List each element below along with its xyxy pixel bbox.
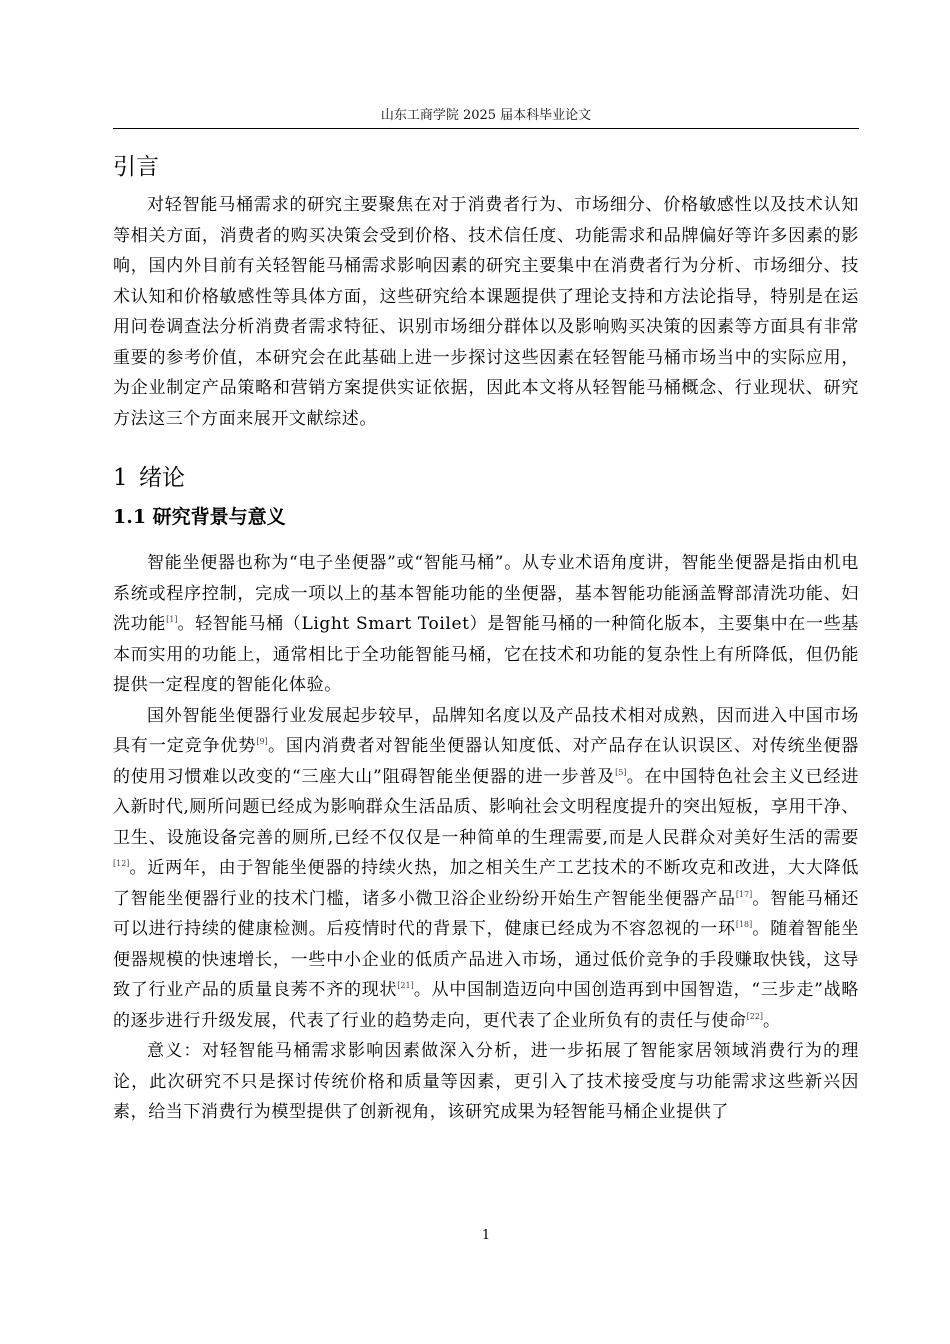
running-header: 山东工商学院 2025 届本科毕业论文 [380, 108, 592, 123]
text-span: 。随着智能坐便器规模的快速增长，一些中小企业的低质产品进入市场，通过低价竞争的手段赚取快钱，这导致了行业产品的质量良莠不齐的现状 [113, 919, 860, 1000]
text-span: 。近两年，由于智能坐便器的持续火热，加之相关生产工艺技术的不断攻克和改进，大大降低了智能坐便器行业的技术门槛，诸多小微卫浴企业纷纷开始生产智能坐便器产品 [113, 858, 859, 909]
chapter-title: 绪论 [139, 465, 185, 491]
text-span: 。轻智能马桶（Light Smart Toilet）是智能马桶的一种简化版本，主要集中在一些基本而实用的功能上，通常相比于全功能智能马桶，它在技术和功能的复杂性上有所降低，但仍能提供一定程度的智能化体验。 [113, 614, 859, 695]
citation-ref: [1] [166, 615, 178, 624]
text-span: 。 [763, 1010, 781, 1031]
body-paragraph-definition [113, 548, 859, 701]
text-span: 。在中国特色社会主义已经进入新时代,厕所问题已经成为影响群众生活品质、影响社会文明程度提升的突出短板，享用干净、卫生、设施设备完善的厕所,已经不仅仅是一种简单的生理需要,而是人民群众对美好生活的需要 [113, 766, 859, 848]
body-paragraph-significance: 意义：对轻智能马桶需求影响因素做深入分析，进一步拓展了智能家居领域消费行为的理论，此次研究不只是探讨传统价格和质量等因素，更引入了技术接受度与功能需求这些新兴因素，给当下消费行为模型提供了创新视角，该研究成果为轻智能马桶企业提供了 [113, 1041, 859, 1122]
citation-ref: [18] [735, 920, 753, 929]
body-paragraph-background [113, 701, 859, 1037]
text-span: 。国内消费者对智能坐便器认知度低、对产品存在认识误区、对传统坐便器的使用习惯难以改变的“三座大山”阻碍智能坐便器的进一步普及 [113, 736, 859, 787]
text-span: 国外智能坐便器行业发展起步较早，品牌知名度以及产品技术相对成熟，因而进入中国市场具有一定竞争优势 [113, 705, 859, 756]
citation-ref: [9] [256, 737, 268, 746]
section-heading: 1.1 研究背景与意义 [113, 506, 286, 528]
text-span: 智能坐便器也称为“电子坐便器”或“智能马桶”。从专业术语角度讲，智能坐便器是指由机电系统或程序控制，完成一项以上的基本智能功能的坐便器，基本智能功能涵盖臀部清洗功能、妇洗功能 [113, 553, 859, 634]
citation-ref: [12] [113, 859, 130, 868]
page-body [113, 146, 859, 1128]
text-span: 。从中国制造迈向中国创造再到中国智造，“三步走”战略的逐步进行升级发展，代表了行业的趋势走向，更代表了企业所负有的责任与使命 [113, 980, 859, 1031]
page-number: 1 [481, 1228, 491, 1243]
citation-ref: [17] [735, 889, 753, 899]
chapter-number: 1 [113, 465, 128, 491]
intro-paragraph: 对轻智能马桶需求的研究主要聚焦在对于消费者行为、市场细分、价格敏感性以及技术认知等相关方面，消费者的购买决策会受到价格、技术信任度、功能需求和品牌偏好等许多因素的影响，国内外目前有关轻智能马桶需求影响因素的研究主要集中在消费者行为分析、市场细分、技术认知和价格敏感性等具体方面，这些研究给本课题提供了理论支持和方法论指导，特别是在运用问卷调查法分析消费者需求特征、识别市场细分群体以及影响购买决策的因素等方面具有非常重要的参考价值，本研究会在此基础上进一步探讨这些因素在轻智能马桶市场当中的实际应用，为企业制定产品策略和营销方案提供实证依据，因此本文将从轻智能马桶概念、行业现状、研究方法这三个方面来展开文献综述。 [113, 195, 859, 429]
text-span: 。智能马桶还可以进行持续的健康检测。后疫情时代的背景下，健康已经成为不容忽视的一环 [113, 888, 860, 939]
citation-ref: [5] [615, 767, 627, 777]
header-divider [113, 128, 859, 129]
intro-heading: 引言 [113, 154, 159, 180]
chapter-heading [113, 458, 859, 498]
citation-ref: [22] [746, 1011, 764, 1021]
citation-ref: [21] [397, 981, 414, 990]
